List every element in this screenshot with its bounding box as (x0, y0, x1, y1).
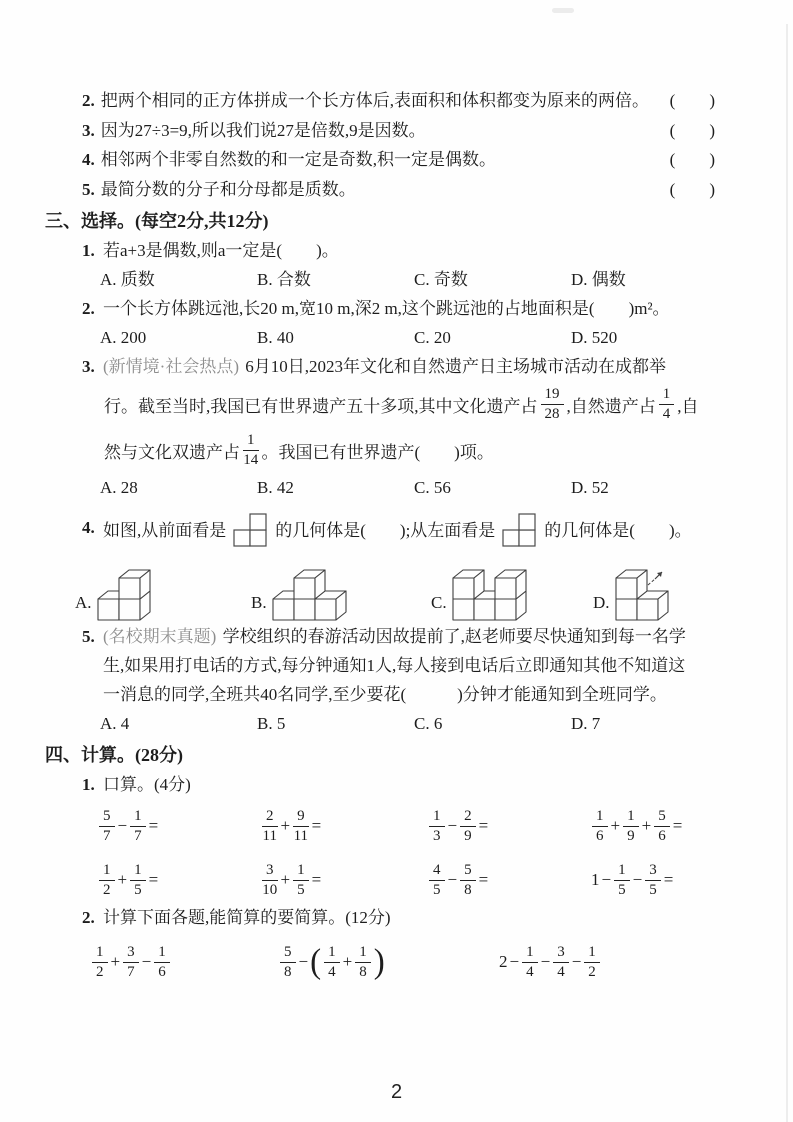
choice-q2 (45, 294, 743, 323)
expression-text: ,自 (677, 396, 699, 416)
question-number: 5. (82, 179, 95, 199)
expression-text: 行。截至当时,我国已有世界遗产五十多项,其中文化遗产占 (104, 396, 538, 416)
oral-expression (260, 857, 427, 903)
fraction: $\frac{1}{3}$ (429, 808, 445, 844)
expression-text: + (610, 816, 621, 835)
expression-text: − (117, 816, 128, 835)
option-b: B. 40 (257, 328, 294, 347)
left-view-shape-icon (501, 504, 538, 552)
fraction: $\frac{4}{5}$ (429, 862, 445, 898)
expression-text: + (117, 870, 128, 889)
expression-text: + (280, 870, 291, 889)
expression-text: 2 (499, 952, 508, 971)
question-text: 因为27÷3=9,所以我们说27是倍数,9是因数。 (100, 120, 426, 140)
question-text: 把两个相同的正方体拼成一个长方体后,表面积和体积都变为原来的两倍。 (100, 91, 649, 110)
oral-expression (97, 857, 260, 903)
choice-q5-line3: 一消息的同学,全班共40名同学,至少要花( )分钟才能通知到全班同学。 (103, 685, 667, 704)
fraction: $\frac{1}{4}$ (659, 386, 675, 422)
paren: ( (310, 942, 322, 981)
option-b: B. 5 (257, 714, 286, 733)
fraction: $\frac{3}{10}$ (262, 862, 278, 898)
page-number: 2 (390, 1081, 403, 1103)
figure-label: C. (431, 593, 447, 612)
scan-smudge (552, 8, 574, 13)
expression-text: ,自然遗产占 (566, 396, 656, 416)
cube-stack-l-slab-arrow-icon (615, 568, 675, 622)
question-number: 4. (82, 518, 95, 537)
question-number: 4. (82, 150, 95, 169)
option-d: D. 520 (571, 328, 618, 347)
expression-text: = (148, 816, 159, 835)
question-text: 相邻两个非零自然数的和一定是奇数,积一定是偶数。 (100, 150, 496, 169)
fraction: $\frac{1}{6}$ (592, 808, 608, 844)
fraction: $\frac{1}{5}$ (130, 862, 146, 898)
option-d: D. 偶数 (571, 270, 626, 289)
choice-q2-options (100, 323, 743, 352)
fraction: $\frac{9}{11}$ (293, 808, 309, 844)
option-a: A. 质数 (100, 270, 155, 289)
expression-text: + (110, 952, 121, 971)
question-number: 2. (82, 91, 95, 110)
choice-q5-options (100, 709, 743, 738)
expression-text: = (478, 816, 489, 835)
oral-expression (427, 857, 590, 903)
fraction: $\frac{1}{5}$ (614, 862, 630, 898)
fraction: $\frac{19}{28}$ (541, 386, 564, 422)
expression-text: = (672, 816, 683, 835)
expression-text: − (447, 870, 458, 889)
question-number: 2. (82, 908, 95, 927)
question-text: 6月10日,2023年文化和自然遗产日主场城市活动在成都举 (245, 357, 666, 376)
oral-expression (97, 803, 260, 849)
option-b: B. 合数 (257, 270, 311, 289)
choice-q3-line2 (45, 381, 743, 427)
section-header-calc: 四、计算。(28分) (45, 745, 183, 765)
oral-expression (590, 857, 743, 903)
fraction: $\frac{1}{2}$ (584, 944, 600, 980)
option-c: C. 20 (414, 328, 451, 347)
figure-label: A. (75, 593, 92, 612)
oral-expression (427, 803, 590, 849)
fraction: $\frac{1}{2}$ (92, 944, 108, 980)
expression-text: = (478, 870, 489, 889)
fraction: $\frac{5}{6}$ (654, 808, 670, 844)
figure-label: D. (593, 593, 610, 612)
fraction: $\frac{1}{5}$ (293, 862, 309, 898)
expression-text: 然与文化双遗产占 (104, 442, 240, 462)
fraction: $\frac{1}{14}$ (243, 432, 259, 468)
expression-text: − (141, 952, 152, 971)
question-number: 1. (82, 241, 95, 260)
expression-text: − (298, 952, 309, 971)
oral-calc-grid (97, 803, 743, 903)
expression-text: 。我国已有世界遗产( )项。 (261, 442, 494, 462)
question-text: 一个长方体跳远池,长20 m,宽10 m,深2 m,这个跳远池的占地面积是( )m²。 (103, 299, 670, 318)
fraction: $\frac{1}{6}$ (154, 944, 170, 980)
choice-q3-options (100, 473, 743, 502)
oral-calc-title (45, 770, 743, 799)
answer-bracket: ( ) (669, 91, 715, 110)
fraction: $\frac{1}{7}$ (130, 808, 146, 844)
option-c: C. 6 (414, 714, 443, 733)
question-text: 学校组织的春游活动因故提前了,赵老师要尽快通知到每一名学 (222, 627, 686, 646)
judge-item (45, 116, 743, 146)
expression-text: = (311, 816, 322, 835)
expression-text: − (571, 952, 582, 971)
judge-item (45, 86, 743, 116)
option-a: A. 28 (100, 478, 138, 497)
question-number: 3. (82, 357, 95, 376)
fraction: $\frac{3}{4}$ (553, 944, 569, 980)
answer-bracket: ( ) (669, 150, 715, 169)
expression-text: − (632, 870, 643, 889)
front-view-shape-icon (232, 504, 269, 552)
fraction: $\frac{3}{7}$ (123, 944, 139, 980)
choice-q1-options (100, 265, 743, 294)
figure-option-b (251, 568, 431, 622)
answer-bracket: ( ) (669, 179, 715, 199)
judge-item (45, 145, 743, 175)
figure-label: B. (251, 593, 267, 612)
fraction: $\frac{1}{4}$ (324, 944, 340, 980)
true-false-section (45, 86, 743, 204)
question-text: 如图,从前面看是 (103, 520, 227, 540)
figure-option-c (431, 568, 593, 622)
choice-q5 (45, 622, 743, 651)
fraction: $\frac{1}{8}$ (355, 944, 371, 980)
option-c: C. 奇数 (414, 270, 468, 289)
question-text: 最简分数的分子和分母都是质数。 (100, 179, 356, 199)
choice-q4 (45, 502, 743, 554)
option-a: A. 4 (100, 714, 130, 733)
choice-q5-line2: 生,如果用打电话的方式,每分钟通知1人,每人接到电话后立即通知其他不知道这 (103, 656, 686, 675)
expression-text: − (509, 952, 520, 971)
cube-stack-t-shape-icon (272, 568, 349, 622)
expression-text: = (311, 870, 322, 889)
paren: ) (373, 942, 385, 981)
page-edge-line (786, 24, 788, 1122)
expression-text: − (601, 870, 612, 889)
question-text: 的几何体是( );从左面看是 (275, 520, 496, 540)
expression-text: 1 (591, 870, 600, 889)
cube-stack-u-shape-icon (452, 568, 529, 622)
subsection-title: 口算。(4分) (103, 775, 191, 794)
expression-text: − (540, 952, 551, 971)
option-d: D. 7 (571, 714, 601, 733)
simplify-calc-grid (90, 934, 743, 990)
question-number: 5. (82, 627, 95, 646)
simplify-calc-title (45, 903, 743, 932)
choice-q1 (45, 236, 743, 265)
option-c: C. 56 (414, 478, 451, 497)
judge-item (45, 175, 743, 205)
simplify-expression (498, 934, 743, 990)
expression-text: = (148, 870, 159, 889)
fraction: $\frac{1}{2}$ (99, 862, 115, 898)
answer-bracket: ( ) (669, 120, 715, 140)
fraction: $\frac{5}{8}$ (460, 862, 476, 898)
expression-text: = (663, 870, 674, 889)
figure-option-d (593, 568, 743, 622)
fraction: $\frac{2}{9}$ (460, 808, 476, 844)
fraction: $\frac{1}{4}$ (522, 944, 538, 980)
question-number: 3. (82, 120, 95, 140)
fraction: $\frac{2}{11}$ (262, 808, 277, 844)
question-tag: (新情境·社会热点) (103, 357, 239, 376)
option-d: D. 52 (571, 478, 609, 497)
cube-stack-l-shape-icon (97, 568, 153, 622)
simplify-expression (278, 934, 498, 990)
question-tag: (名校期末真题) (103, 627, 217, 646)
question-number: 1. (82, 775, 95, 794)
question-text: 的几何体是( )。 (544, 520, 692, 540)
choice-q3 (45, 352, 743, 381)
fraction: $\frac{5}{8}$ (280, 944, 296, 980)
fraction: $\frac{5}{7}$ (99, 808, 115, 844)
fraction: $\frac{1}{9}$ (623, 808, 639, 844)
oral-expression (590, 803, 743, 849)
section-header-choice: 三、选择。(每空2分,共12分) (45, 211, 269, 231)
expression-text: + (280, 816, 291, 835)
simplify-expression (90, 934, 278, 990)
option-b: B. 42 (257, 478, 294, 497)
question-text: 若a+3是偶数,则a一定是( )。 (103, 241, 339, 260)
option-a: A. 200 (100, 328, 147, 347)
oral-expression (260, 803, 427, 849)
subsection-title: 计算下面各题,能简算的要简算。(12分) (103, 908, 391, 927)
expression-text: + (641, 816, 652, 835)
choice-q4-figures (75, 556, 743, 622)
expression-text: − (447, 816, 458, 835)
choice-q3-line3 (45, 427, 743, 473)
expression-text: + (342, 952, 353, 971)
fraction: $\frac{3}{5}$ (645, 862, 661, 898)
figure-option-a (75, 568, 251, 622)
question-number: 2. (82, 299, 95, 318)
